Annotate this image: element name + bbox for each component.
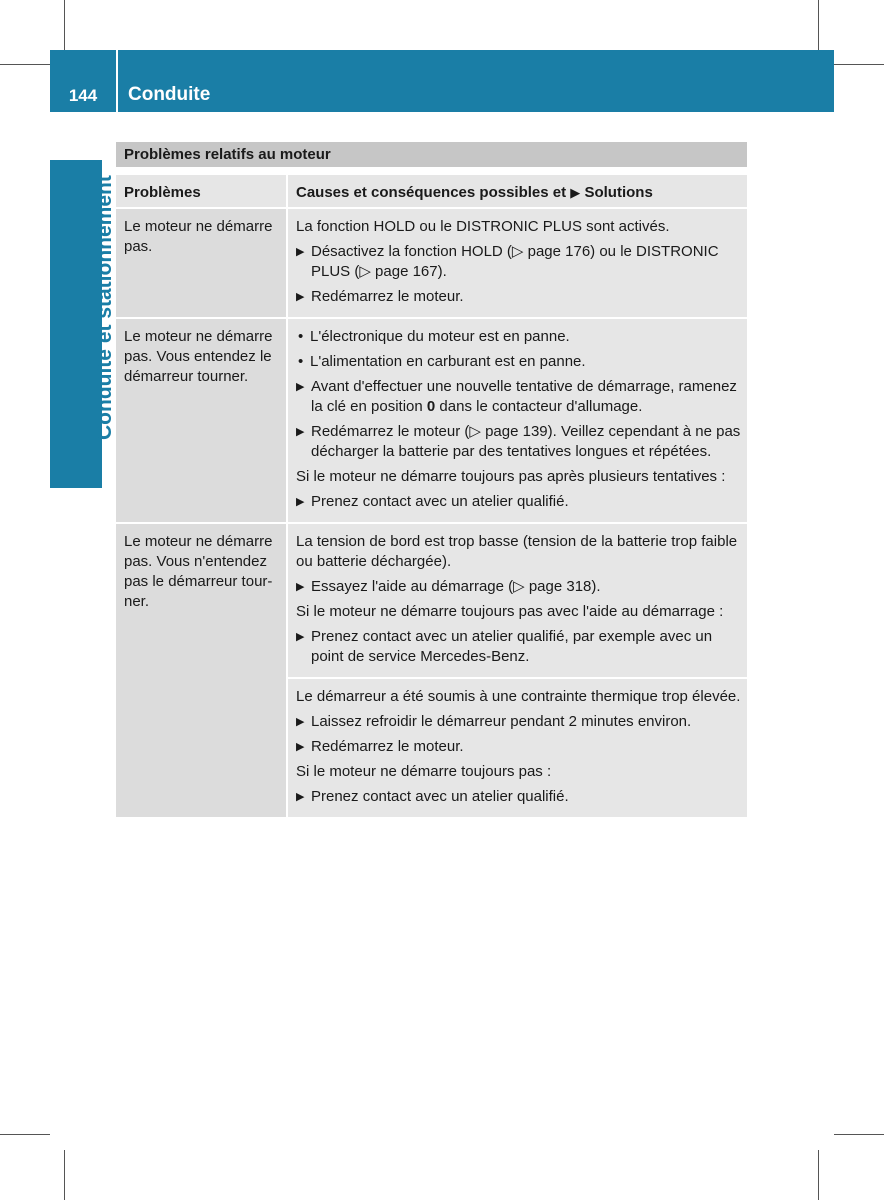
table-header-row [116, 175, 747, 207]
solution-step: ▶ Prenez contact avec un atelier qualifié, par exemple avec un point de service Mercedes-Benz. [296, 628, 713, 665]
crop-mark [818, 1150, 819, 1200]
note-text: Si le moteur ne démarre toujours pas avec l'aide au démarrage : [296, 603, 724, 620]
arrow-icon: ▶ [570, 185, 581, 200]
table-row [116, 317, 747, 522]
solution-cell [288, 319, 747, 522]
section-title: Conduite [128, 84, 211, 105]
column-header-causes: Causes et conséquences possibles et ▶ Solutions [296, 184, 653, 201]
bullet-icon: • [298, 353, 304, 370]
arrow-icon: ▶ [296, 426, 305, 438]
problem-cell: Le moteur ne démarre pas. Vous entendez le démarreur tourner. [116, 319, 288, 522]
side-tab-label: Conduite et stationnement [93, 175, 116, 440]
arrow-icon: ▶ [296, 246, 305, 258]
solution-step: ▶ Redémarrez le moteur. [296, 738, 464, 755]
cause-text: La tension de bord est trop basse (tension de la batterie trop faible ou batterie déchargée). [296, 533, 738, 570]
solution-cell [288, 209, 747, 317]
crop-mark [0, 64, 50, 65]
problem-cell: Le moteur ne démarre pas. Vous n'entendez pas le démarreur tour-ner. [116, 524, 288, 817]
note-text: Si le moteur ne démarre toujours pas : [296, 763, 552, 780]
bullet-icon: • [298, 328, 304, 345]
table-row [116, 207, 747, 317]
crop-mark [834, 64, 884, 65]
solution-cell [288, 524, 747, 817]
solution-step: ▶ Prenez contact avec un atelier qualifié. [296, 788, 569, 805]
page-number: 144 [68, 86, 98, 105]
crop-mark [64, 0, 65, 50]
crop-mark [834, 1134, 884, 1135]
table-title: Problèmes relatifs au moteur [116, 142, 747, 167]
column-header-problems: Problèmes [116, 175, 288, 207]
solution-step: ▶ Redémarrez le moteur (▷ page 139). Veillez cependant à ne pas décharger la batterie par des tentatives longues et répétées. [296, 423, 741, 460]
arrow-icon: ▶ [296, 381, 305, 393]
cause-text: Le démarreur a été soumis à une contrainte thermique trop élevée. [296, 688, 741, 705]
cause-bullet: • L'électronique du moteur est en panne. [298, 328, 570, 345]
solution-step: ▶ Avant d'effectuer une nouvelle tentative de démarrage, ramenez la clé en position 0 dans le contacteur d'allumage. [296, 378, 737, 415]
engine-problems-table [116, 142, 747, 817]
arrow-icon: ▶ [296, 716, 305, 728]
solution-step: ▶ Redémarrez le moteur. [296, 288, 464, 305]
arrow-icon: ▶ [296, 741, 305, 753]
crop-mark [818, 0, 819, 50]
crop-mark [64, 1150, 65, 1200]
arrow-icon: ▶ [296, 791, 305, 803]
cause-bullet: • L'alimentation en carburant est en panne. [298, 353, 586, 370]
solution-step: ▶ Désactivez la fonction HOLD (▷ page 176) ou le DISTRONIC PLUS (▷ page 167). [296, 243, 719, 280]
header-divider [116, 50, 118, 112]
cause-text: La fonction HOLD ou le DISTRONIC PLUS sont activés. [296, 218, 670, 235]
solution-step: ▶ Laissez refroidir le démarreur pendant 2 minutes environ. [296, 713, 692, 730]
problem-cell: Le moteur ne démarre pas. [116, 209, 288, 317]
solution-step: ▶ Prenez contact avec un atelier qualifié. [296, 493, 569, 510]
table-row [116, 522, 747, 817]
crop-mark [0, 1134, 50, 1135]
note-text: Si le moteur ne démarre toujours pas après plusieurs tentatives : [296, 468, 726, 485]
arrow-icon: ▶ [296, 631, 305, 643]
arrow-icon: ▶ [296, 496, 305, 508]
arrow-icon: ▶ [296, 291, 305, 303]
solution-step: ▶ Essayez l'aide au démarrage (▷ page 318). [296, 578, 601, 595]
arrow-icon: ▶ [296, 581, 305, 593]
